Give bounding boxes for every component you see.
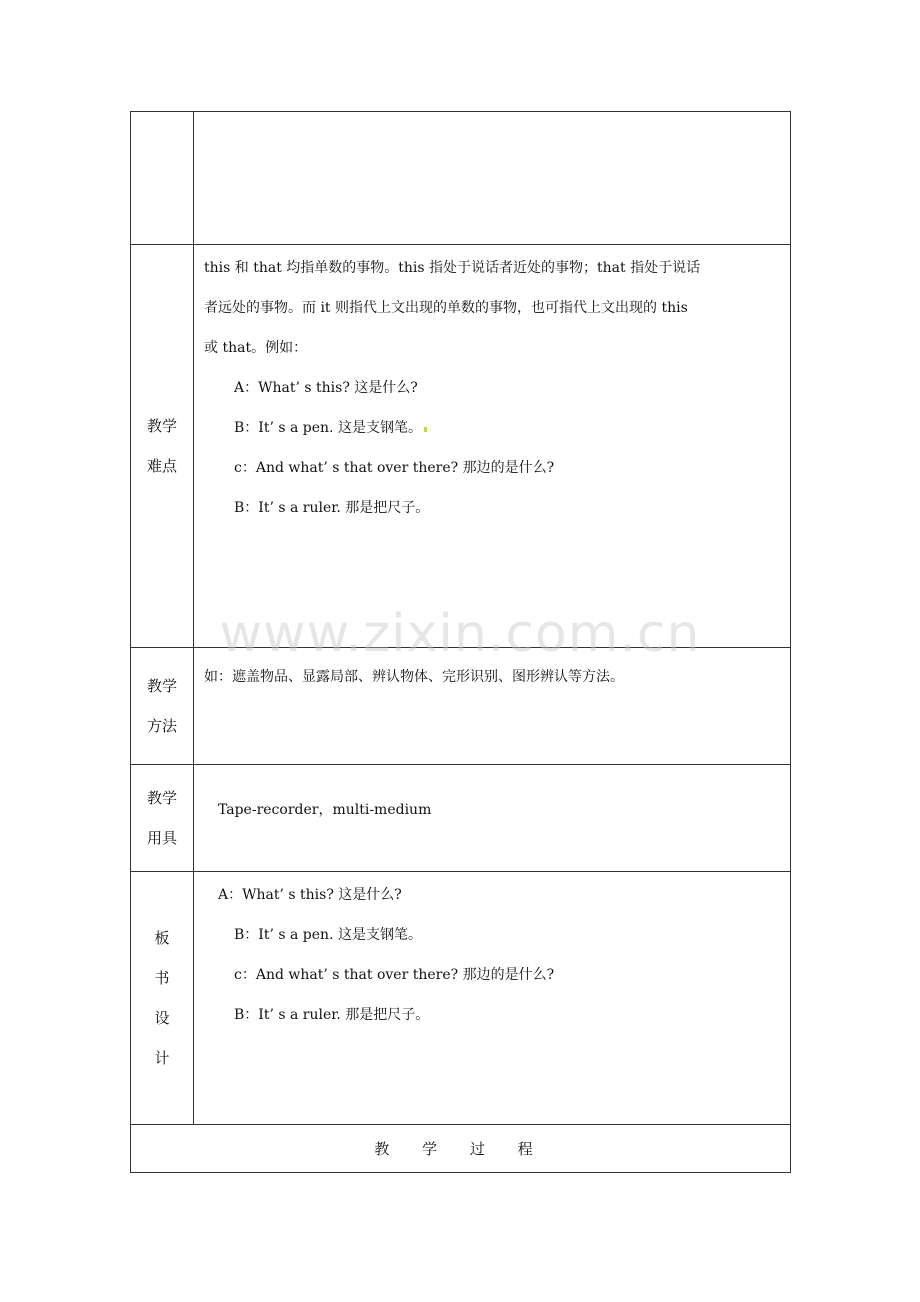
watermark: www.zixin.com.cn: [219, 604, 701, 664]
method-label-line2: 方法: [146, 717, 177, 736]
board-line: B：It’ s a ruler. 那是把尺子。: [234, 1007, 430, 1024]
method-text: 如：遮盖物品、显露局部、辨认物体、完形识别、图形辨认等方法。: [204, 669, 624, 685]
difficulty-content: [194, 245, 791, 648]
difficulty-example-line: c：And what’ s that over there? 那边的是什么?: [234, 460, 555, 477]
board-row: [131, 872, 791, 1124]
difficulty-example-text: B：It’ s a pen. 这是支钢笔。: [234, 420, 422, 437]
tools-text: Tape-recorder，multi-medium: [218, 802, 432, 819]
difficulty-intro-line: 或 that。例如：: [204, 340, 308, 357]
lesson-plan-table: [130, 111, 791, 1173]
board-label-char: 设: [154, 1009, 170, 1028]
process-row: [131, 1124, 791, 1172]
method-label-line1: 教学: [146, 677, 177, 696]
blank-content-cell: [194, 112, 791, 245]
difficulty-example-line: [194, 408, 790, 448]
difficulty-row: [131, 245, 791, 648]
difficulty-intro-line: 者远处的事物。而 it 则指代上文出现的单数的事物，也可指代上文出现的 this: [204, 300, 688, 317]
method-label: [131, 648, 194, 765]
tools-content: [194, 765, 791, 872]
difficulty-example-line: A：What’ s this? 这是什么?: [234, 380, 418, 397]
tools-label-line1: 教学: [146, 789, 177, 808]
board-content: [194, 872, 791, 1124]
tools-row: [131, 765, 791, 872]
board-label-char: 书: [154, 969, 170, 988]
board-line: A：What’ s this? 这是什么?: [218, 887, 402, 904]
board-label-char: 板: [154, 929, 170, 948]
board-line: c：And what’ s that over there? 那边的是什么?: [234, 967, 555, 984]
accent-dot: [424, 427, 427, 432]
difficulty-label-line2: 难点: [146, 457, 177, 476]
difficulty-intro-line: this 和 that 均指单数的事物。this 指处于说话者近处的事物；that 指处于说话: [204, 260, 701, 277]
tools-label-line2: 用具: [146, 829, 177, 848]
method-row: [131, 648, 791, 765]
board-line: B：It’ s a pen. 这是支钢笔。: [234, 927, 422, 944]
board-label: [131, 872, 194, 1124]
tools-label: [131, 765, 194, 872]
process-title: 教 学 过 程: [131, 1124, 791, 1172]
difficulty-example-line: B：It’ s a ruler. 那是把尺子。: [234, 500, 430, 517]
method-content: [194, 648, 791, 765]
difficulty-label-line1: 教学: [146, 417, 177, 436]
difficulty-label: [131, 245, 194, 648]
blank-label-cell: [131, 112, 194, 245]
blank-row: [131, 112, 791, 245]
board-label-char: 计: [154, 1049, 170, 1068]
